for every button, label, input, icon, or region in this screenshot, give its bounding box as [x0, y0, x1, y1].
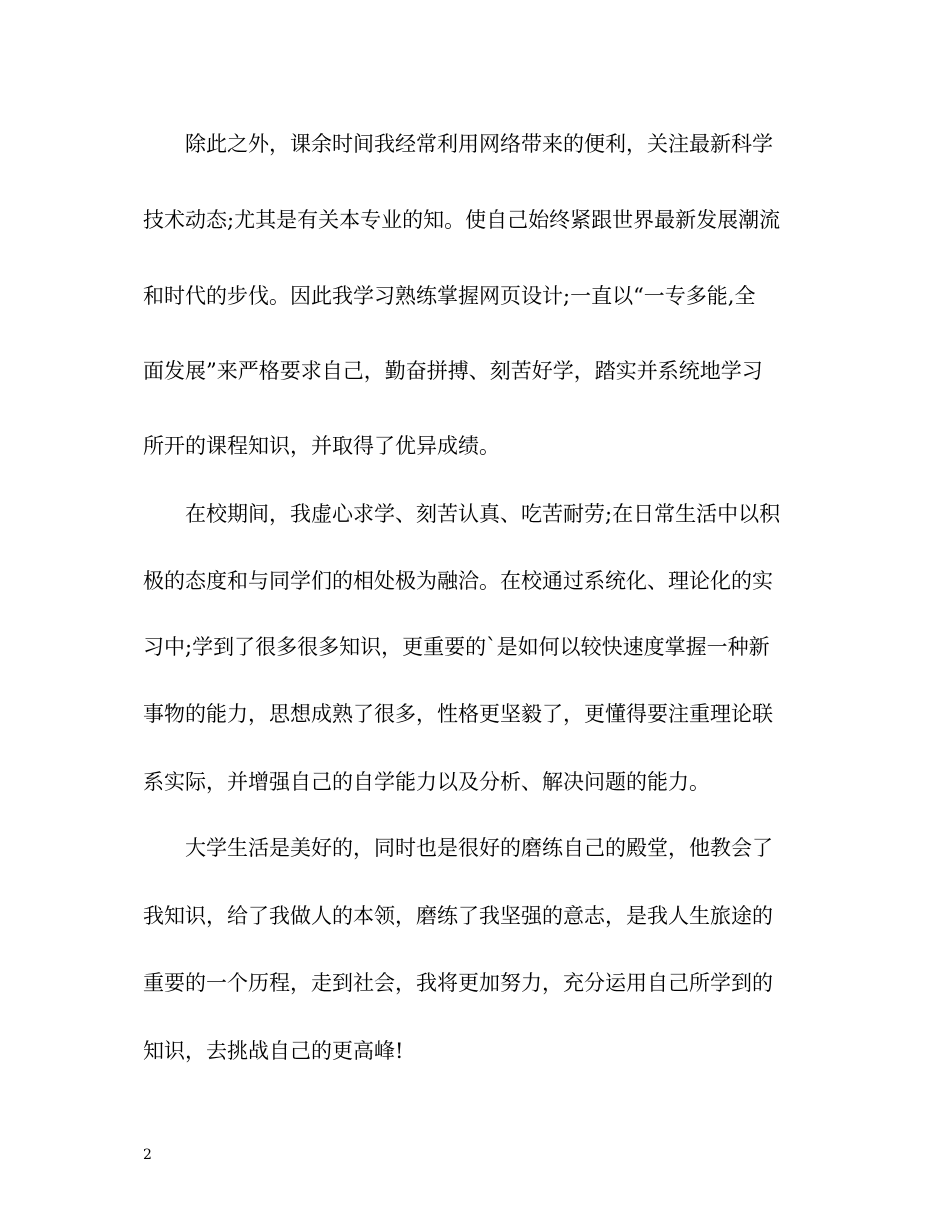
page-number: 2 — [143, 1147, 152, 1163]
text-line: 和时代的步伐。因此我学习熟练掌握网页设计;一直以“一专多能,全 — [143, 284, 756, 308]
text-line: 知识，去挑战自己的更高峰! — [143, 1039, 404, 1063]
text-line: 在校期间，我虚心求学、刻苦认真、吃苦耐劳;在日常生活中以积 — [185, 502, 781, 526]
text-line: 极的态度和与同学们的相处极为融洽。在校通过系统化、理论化的实 — [143, 569, 773, 593]
text-line: 事物的能力，思想成熟了很多，性格更坚毅了，更懂得要注重理论联 — [143, 702, 773, 726]
text-line: 重要的一个历程，走到社会，我将更加努力，充分运用自己所学到的 — [143, 971, 773, 995]
text-line: 我知识，给了我做人的本领，磨练了我坚强的意志，是我人生旅途的 — [143, 904, 773, 928]
text-line: 系实际，并增强自己的自学能力以及分析、解决问题的能力。 — [143, 770, 710, 794]
text-line: 习中;学到了很多很多知识，更重要的`是如何以较快速度掌握一种新 — [143, 635, 770, 659]
text-line: 大学生活是美好的，同时也是很好的磨练自己的殿堂，他教会了 — [185, 836, 773, 860]
text-line: 面发展”来严格要求自己，勤奋拼搏、刻苦好学，踏实并系统地学习 — [143, 359, 763, 383]
text-line: 所开的课程知识，并取得了优异成绩。 — [143, 434, 500, 458]
text-line: 技术动态;尤其是有关本专业的知。使自己始终紧跟世界最新发展潮流 — [143, 208, 781, 232]
text-line: 除此之外，课余时间我经常利用网络带来的便利，关注最新科学 — [185, 132, 773, 156]
